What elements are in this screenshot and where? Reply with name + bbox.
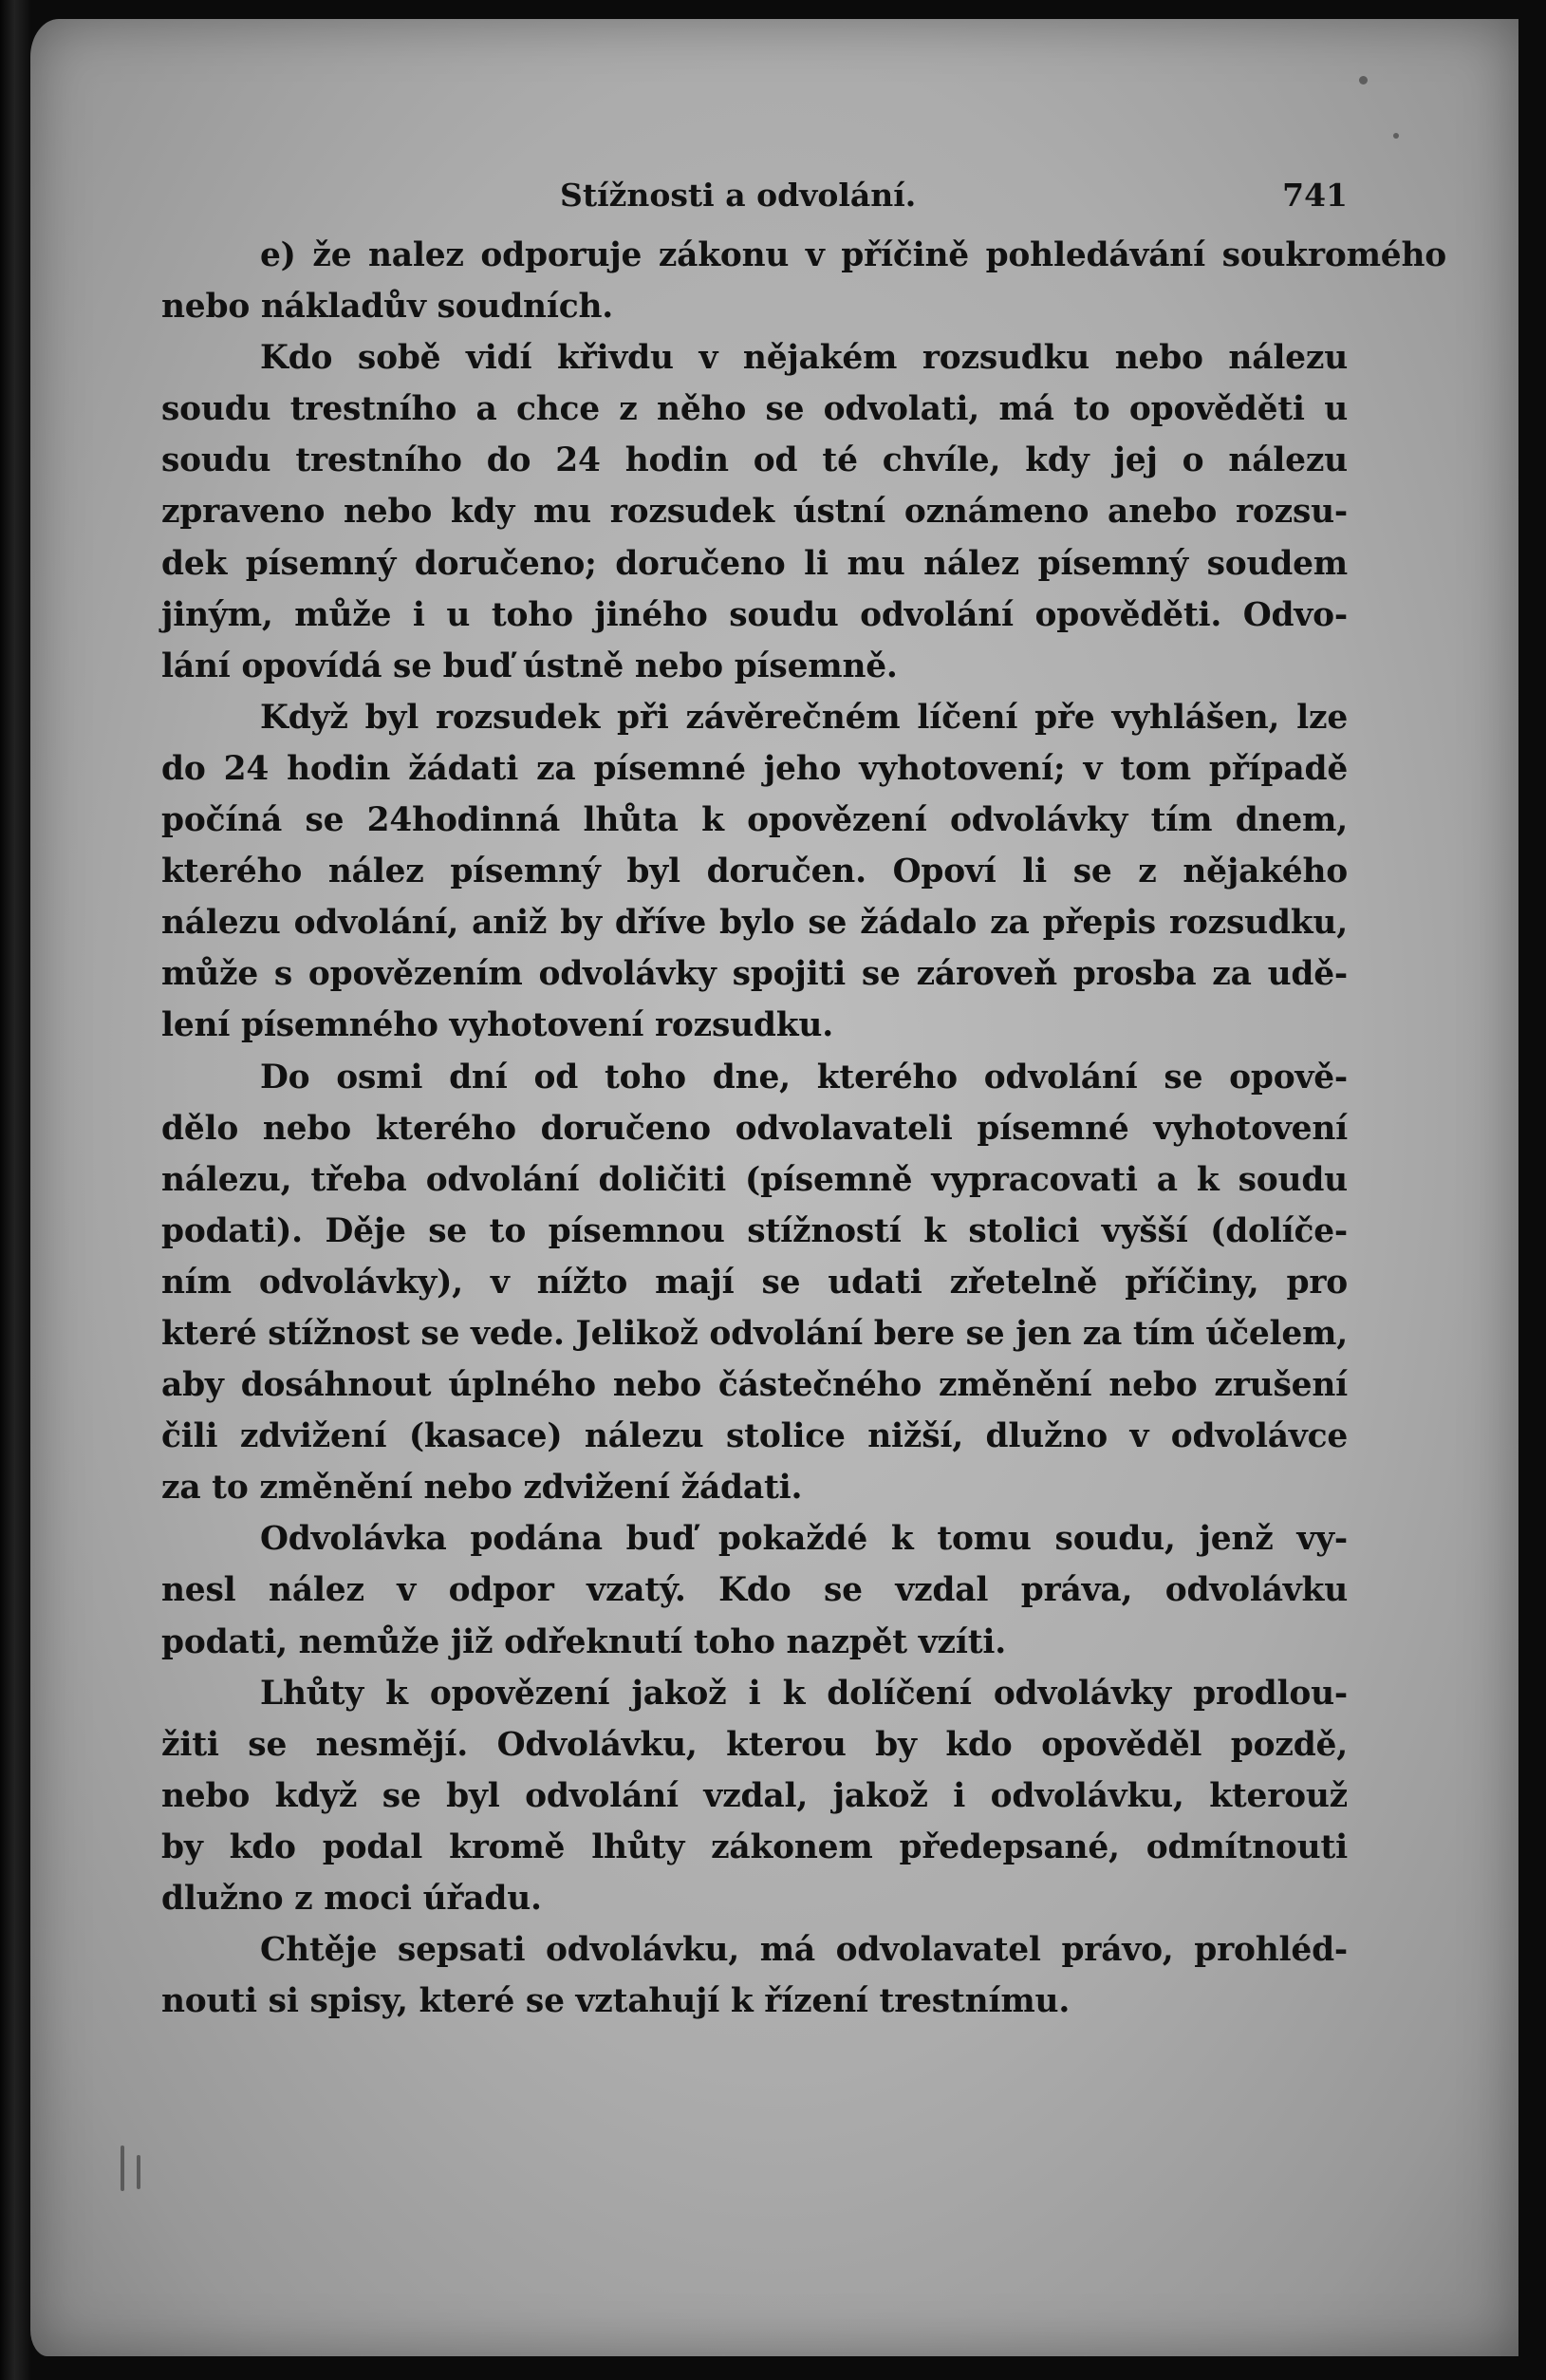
paragraph [161, 1924, 1348, 2027]
text-line: Když byl rozsudek při závěrečném líčení pře vyhlášen, lze [260, 698, 1348, 737]
text-line: Kdo sobě vidí křivdu v nějakém rozsudku nebo nálezu [260, 339, 1348, 378]
paragraph [161, 692, 1348, 1052]
paragraph [161, 1052, 1348, 1514]
text-line: lení písemného vyhotovení rozsudku. [161, 1006, 833, 1045]
text-line: počíná se 24hodinná lhůta k opovězení odvolávky tím dnem, [161, 801, 1348, 840]
text-line: lání opovídá se buď ústně nebo písemně. [161, 647, 898, 685]
text-line: aby dosáhnout úplného nebo částečného změnění nebo zrušení [161, 1366, 1348, 1405]
text-line: zpraveno nebo kdy mu rozsudek ústní oznámeno anebo rozsu- [161, 493, 1348, 532]
text-line: Chtěje sepsati odvolávku, má odvolavatel právo, prohléd- [260, 1931, 1348, 1970]
text-line: soudu trestního do 24 hodin od té chvíle, kdy jej o nálezu [161, 441, 1348, 480]
text-line: dlužno z moci úřadu. [161, 1880, 542, 1918]
text-line: nebo když se byl odvolání vzdal, jakož i odvolávku, kterouž [161, 1776, 1348, 1815]
running-title: Stížnosti a odvolání. [560, 177, 917, 214]
text-line: Odvolávka podána buď pokaždé k tomu soudu, jenž vy- [260, 1520, 1348, 1559]
paragraph [161, 230, 1446, 332]
text-line: žiti se nesmějí. Odvolávku, kterou by kdo opověděl pozdě, [161, 1725, 1348, 1764]
text-line: dek písemný doručeno; doručeno li mu nález písemný soudem [161, 544, 1348, 583]
paragraph [161, 1668, 1348, 1924]
running-header [161, 161, 1348, 218]
text-line: do 24 hodin žádati za písemné jeho vyhotovení; v tom případě [161, 749, 1348, 788]
text-line: nálezu, třeba odvolání doličiti (písemně vypracovati a k soudu [161, 1160, 1348, 1199]
text-line: ním odvolávky), v nížto mají se udati zřetelně příčiny, pro [161, 1263, 1348, 1302]
scan-speck [1393, 133, 1399, 139]
text-line: dělo nebo kterého doručeno odvolavateli písemné vyhotovení [161, 1109, 1348, 1148]
page-text [161, 161, 1446, 2027]
text-line: nálezu odvolání, aniž by dříve bylo se žádalo za přepis rozsudku, [161, 904, 1348, 943]
text-line: e) že nalez odporuje zákonu v příčině pohledávání soukromého [260, 236, 1446, 274]
text-line: Do osmi dní od toho dne, kterého odvolání se opově- [260, 1058, 1348, 1096]
page-number: 741 [1282, 177, 1348, 214]
text-line: podati, nemůže již odřeknutí toho nazpět vzíti. [161, 1622, 1007, 1661]
scan-speck [1359, 76, 1368, 84]
scan-speck [137, 2155, 140, 2189]
text-line: nebo nákladův soudních. [161, 288, 614, 327]
text-line: Lhůty k opovězení jakož i k dolíčení odvolávky prodlou- [260, 1674, 1348, 1713]
book-binding-edge [0, 0, 32, 2380]
paragraph [161, 1513, 1348, 1667]
text-line: za to změnění nebo zdvižení žádati. [161, 1469, 803, 1508]
scan-speck [121, 2146, 124, 2191]
text-line: nouti si spisy, které se vztahují k řízení trestnímu. [161, 1982, 1071, 2021]
text-line: soudu trestního a chce z něho se odvolati, má to opověděti u [161, 390, 1348, 429]
text-line: může s opovězením odvolávky spojiti se zároveň prosba za udě- [161, 955, 1348, 994]
text-line: jiným, může i u toho jiného soudu odvolání opověděti. Odvo- [161, 595, 1348, 634]
text-line: které stížnost se vede. Jelikož odvolání bere se jen za tím účelem, [161, 1314, 1348, 1353]
text-line: podati). Děje se to písemnou stížností k stolici vyšší (dolíče- [161, 1211, 1348, 1250]
text-line: čili zdvižení (kasace) nálezu stolice nižší, dlužno v odvolávce [161, 1417, 1348, 1456]
text-line: nesl nález v odpor vzatý. Kdo se vzdal práva, odvolávku [161, 1571, 1348, 1610]
text-line: kterého nález písemný byl doručen. Opoví li se z nějakého [161, 853, 1348, 891]
text-line: by kdo podal kromě lhůty zákonem předepsané, odmítnouti [161, 1827, 1348, 1866]
paragraph [161, 332, 1348, 692]
